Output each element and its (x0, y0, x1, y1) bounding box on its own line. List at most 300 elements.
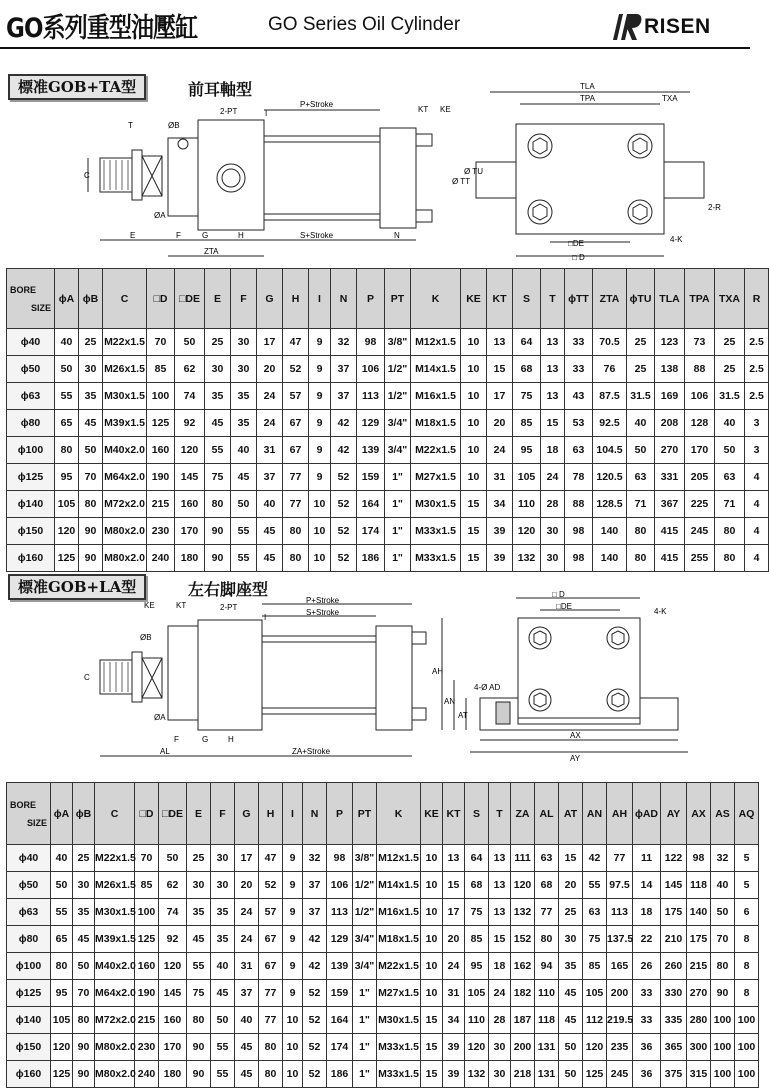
table-cell: 215 (147, 491, 175, 518)
bore-cell: ϕ125 (7, 464, 55, 491)
bore-cell: ϕ150 (7, 1034, 51, 1061)
table-cell: 31 (235, 953, 259, 980)
bore-cell: ϕ63 (7, 899, 51, 926)
table-cell: 152 (511, 926, 535, 953)
table-cell: 80 (711, 953, 735, 980)
table-cell: 100 (135, 899, 159, 926)
table-cell: 125 (135, 926, 159, 953)
table-cell: 77 (259, 1007, 283, 1034)
section2-spec-table (6, 782, 759, 1088)
table-cell: 17 (257, 329, 283, 356)
table-cell: 9 (309, 464, 331, 491)
table-cell: 10 (309, 545, 331, 572)
table-cell: 47 (283, 329, 309, 356)
label-phi-b: ØB (168, 121, 180, 130)
table-cell: 164 (357, 491, 385, 518)
label-tpa: TPA (580, 94, 595, 103)
table-row (7, 845, 759, 872)
label-g: G (202, 735, 209, 744)
column-header: □D (147, 269, 175, 329)
table-cell: 3/8" (385, 329, 411, 356)
table-cell: 92.5 (593, 410, 627, 437)
table-cell: 25 (79, 329, 103, 356)
table-cell: 52 (303, 980, 327, 1007)
table-cell: 215 (135, 1007, 159, 1034)
label-4k: 4-K (654, 607, 667, 616)
label-f: F (176, 231, 181, 240)
table-row (7, 1034, 759, 1061)
table-cell: 77 (283, 491, 309, 518)
label-phi-a: ØA (154, 211, 166, 220)
table-cell: 33 (633, 1007, 661, 1034)
table-cell: 20 (235, 872, 259, 899)
table-row (7, 464, 769, 491)
bore-cell: ϕ160 (7, 1061, 51, 1088)
table-cell: 160 (159, 1007, 187, 1034)
table-cell: 24 (235, 926, 259, 953)
table-cell: 30 (489, 1061, 511, 1088)
table-cell: 300 (687, 1034, 711, 1061)
table-cell: 10 (461, 410, 487, 437)
table-cell: 40 (51, 845, 73, 872)
table-cell: 15 (489, 926, 511, 953)
table-cell: 68 (535, 872, 559, 899)
label-ax: AX (570, 731, 581, 740)
column-header: ϕB (73, 783, 95, 845)
table-cell: 13 (541, 329, 565, 356)
table-cell: 97.5 (607, 872, 633, 899)
column-header: N (331, 269, 357, 329)
column-header: ϕA (55, 269, 79, 329)
table-cell: 50 (175, 329, 205, 356)
table-cell: 140 (593, 518, 627, 545)
table-cell: 95 (55, 464, 79, 491)
table-cell: 100 (735, 1034, 759, 1061)
table-cell: 13 (443, 845, 465, 872)
table-cell: 170 (159, 1034, 187, 1061)
table-cell: 4 (745, 518, 769, 545)
label-d: □ D (572, 253, 585, 262)
label-p-stroke: P+Stroke (306, 596, 340, 605)
column-header: TXA (715, 269, 745, 329)
table-cell: 65 (55, 410, 79, 437)
table-cell: 174 (357, 518, 385, 545)
table-cell: 90 (205, 518, 231, 545)
column-header: ϕA (51, 783, 73, 845)
table-cell: 98 (565, 545, 593, 572)
section1-spec-table (6, 268, 769, 572)
table-cell: M22x1.5 (377, 953, 421, 980)
table-cell: 335 (661, 1007, 687, 1034)
table-cell: 1" (353, 980, 377, 1007)
table-cell: 15 (461, 518, 487, 545)
column-header: TLA (655, 269, 685, 329)
table-cell: 53 (565, 410, 593, 437)
table-cell: 210 (661, 926, 687, 953)
table-cell: 85 (465, 926, 489, 953)
table-cell: 270 (655, 437, 685, 464)
table-cell: 113 (607, 899, 633, 926)
table-cell: 31 (487, 464, 513, 491)
table-cell: M12x1.5 (377, 845, 421, 872)
label-h: H (238, 231, 244, 240)
table-cell: 330 (661, 980, 687, 1007)
table-cell: 50 (559, 1034, 583, 1061)
table-cell: 2.5 (745, 329, 769, 356)
bore-cell: ϕ125 (7, 980, 51, 1007)
risen-logo-mark-icon (610, 10, 644, 42)
table-cell: 9 (309, 383, 331, 410)
table-cell: 74 (175, 383, 205, 410)
table-cell: 80 (283, 518, 309, 545)
table-cell: 11 (633, 845, 661, 872)
table-cell: 45 (235, 1061, 259, 1088)
table-cell: 10 (421, 926, 443, 953)
column-header: KT (443, 783, 465, 845)
column-header: □D (135, 783, 159, 845)
table-cell: 42 (303, 953, 327, 980)
table-cell: 5 (735, 845, 759, 872)
table-cell: M39x1.5 (103, 410, 147, 437)
table-cell: 33 (565, 356, 593, 383)
table-cell: 105 (465, 980, 489, 1007)
table-cell: 175 (661, 899, 687, 926)
table-cell: M16x1.5 (411, 383, 461, 410)
table-cell: 138 (655, 356, 685, 383)
label-e: E (130, 231, 136, 240)
table-cell: 33 (633, 980, 661, 1007)
label-tla: TLA (580, 82, 595, 91)
table-cell: 165 (607, 953, 633, 980)
table-cell: 35 (187, 899, 211, 926)
label-s-stroke: S+Stroke (300, 231, 334, 240)
table-cell: 95 (51, 980, 73, 1007)
table-cell: 62 (159, 872, 187, 899)
table-cell: 10 (421, 953, 443, 980)
table-cell: 160 (147, 437, 175, 464)
table-cell: 13 (489, 872, 511, 899)
column-header: AX (687, 783, 711, 845)
table-cell: 77 (283, 464, 309, 491)
table-cell: 106 (357, 356, 385, 383)
table-cell: 80 (627, 545, 655, 572)
table-cell: 182 (511, 980, 535, 1007)
table-cell: 70 (79, 464, 103, 491)
table-cell: 35 (231, 410, 257, 437)
label-f: F (174, 735, 179, 744)
table-cell: 42 (331, 410, 357, 437)
table-cell: 90 (205, 545, 231, 572)
table-cell: M30x1.5 (411, 491, 461, 518)
section1-label: 標准GOB+TA型 (8, 74, 146, 100)
label-4ad: 4-Ø AD (474, 683, 501, 692)
column-header: KE (421, 783, 443, 845)
table-cell: 55 (51, 899, 73, 926)
table-cell: 104.5 (593, 437, 627, 464)
table-cell: 90 (73, 1061, 95, 1088)
table-cell: 24 (489, 980, 511, 1007)
label-an: AN (444, 697, 456, 706)
table-cell: 205 (685, 464, 715, 491)
table-cell: 140 (593, 545, 627, 572)
label-kt: KT (418, 105, 429, 114)
table-cell: 100 (711, 1034, 735, 1061)
table-cell: 90 (187, 1061, 211, 1088)
label-ah: AH (432, 667, 444, 676)
table-cell: 64 (513, 329, 541, 356)
table-cell: 30 (73, 872, 95, 899)
section2-type: 左右脚座型 (188, 580, 269, 599)
table-cell: 9 (283, 953, 303, 980)
label-i: I (265, 109, 268, 118)
label-p-stroke: P+Stroke (300, 100, 334, 109)
table-cell: 52 (283, 356, 309, 383)
table-cell: 375 (661, 1061, 687, 1088)
table-cell: 63 (715, 464, 745, 491)
table-cell: 94 (535, 953, 559, 980)
table-cell: 219.5 (607, 1007, 633, 1034)
table-cell: 245 (685, 518, 715, 545)
table-cell: 34 (443, 1007, 465, 1034)
column-header: K (411, 269, 461, 329)
table-cell: 100 (711, 1007, 735, 1034)
bore-cell: ϕ80 (7, 410, 55, 437)
table-cell: 18 (541, 437, 565, 464)
table-cell: 57 (283, 383, 309, 410)
label-ke: KE (144, 601, 155, 610)
table-cell: 270 (687, 980, 711, 1007)
table-cell: 111 (511, 845, 535, 872)
table-cell: 9 (309, 329, 331, 356)
label-at: AT (458, 711, 468, 720)
table-cell: M64x2.0 (103, 464, 147, 491)
table-cell: M22x1.5 (95, 845, 135, 872)
table-cell: 113 (327, 899, 353, 926)
table-cell: M40x2.0 (103, 437, 147, 464)
table-cell: 180 (159, 1061, 187, 1088)
table-cell: 367 (655, 491, 685, 518)
label-g: G (202, 231, 209, 240)
table-cell: 10 (283, 1061, 303, 1088)
column-header: E (187, 783, 211, 845)
table-cell: 80 (51, 953, 73, 980)
table-cell: M16x1.5 (377, 899, 421, 926)
column-header: □DE (159, 783, 187, 845)
table-cell: 75 (513, 383, 541, 410)
table-cell: M72x2.0 (103, 491, 147, 518)
table-cell: M22x1.5 (103, 329, 147, 356)
table-cell: 113 (357, 383, 385, 410)
label-za-stroke: ZA+Stroke (292, 747, 331, 756)
table-row (7, 356, 769, 383)
table-cell: 4 (745, 545, 769, 572)
table-cell: 170 (685, 437, 715, 464)
table-cell: 315 (687, 1061, 711, 1088)
table-cell: 100 (711, 1061, 735, 1088)
table-cell: 10 (461, 356, 487, 383)
table-cell: 67 (283, 437, 309, 464)
table-cell: 45 (79, 410, 103, 437)
table-cell: 70 (147, 329, 175, 356)
table-cell: 40 (231, 437, 257, 464)
table-cell: 6 (735, 899, 759, 926)
table-cell: 1/2" (385, 356, 411, 383)
table-cell: 55 (231, 518, 257, 545)
table-cell: 215 (687, 953, 711, 980)
header-divider (0, 47, 750, 49)
table-cell: 80 (535, 926, 559, 953)
table-cell: 50 (559, 1061, 583, 1088)
table-cell: M26x1.5 (103, 356, 147, 383)
table-cell: 1" (385, 518, 411, 545)
table-cell: 24 (257, 410, 283, 437)
table-cell: 110 (535, 980, 559, 1007)
table-cell: 125 (583, 1061, 607, 1088)
table-cell: 30 (211, 872, 235, 899)
table-cell: 43 (565, 383, 593, 410)
label-de: □DE (556, 602, 572, 611)
table-cell: 39 (487, 545, 513, 572)
table-cell: 15 (461, 545, 487, 572)
table-cell: 36 (633, 1061, 661, 1088)
table-cell: 186 (357, 545, 385, 572)
table-cell: 159 (357, 464, 385, 491)
table-cell: 31.5 (715, 383, 745, 410)
table-cell: 32 (711, 845, 735, 872)
table-cell: 80 (259, 1061, 283, 1088)
table-cell: 415 (655, 518, 685, 545)
table-cell: M33x1.5 (377, 1034, 421, 1061)
table-cell: 77 (259, 980, 283, 1007)
label-ay: AY (570, 754, 581, 763)
table-cell: 137.5 (607, 926, 633, 953)
table-cell: 55 (231, 545, 257, 572)
table-cell: 255 (685, 545, 715, 572)
table-cell: 55 (211, 1061, 235, 1088)
table-cell: 37 (257, 464, 283, 491)
table-cell: 3/4" (353, 926, 377, 953)
table-row (7, 329, 769, 356)
table-cell: 10 (421, 899, 443, 926)
table-cell: 35 (211, 926, 235, 953)
column-header: R (745, 269, 769, 329)
table-cell: M14x1.5 (411, 356, 461, 383)
table-cell: 1" (385, 491, 411, 518)
table-cell: 240 (147, 545, 175, 572)
table-cell: 13 (489, 845, 511, 872)
table-cell: 365 (661, 1034, 687, 1061)
label-txa: TXA (662, 94, 678, 103)
table-cell: 139 (327, 953, 353, 980)
table-row (7, 410, 769, 437)
table-cell: 9 (283, 980, 303, 1007)
table-cell: M80x2.0 (103, 545, 147, 572)
table-cell: 22 (633, 926, 661, 953)
table-cell: 120 (51, 1034, 73, 1061)
table-cell: 120 (175, 437, 205, 464)
table-cell: 50 (55, 356, 79, 383)
table-cell: 125 (55, 545, 79, 572)
column-header: TPA (685, 269, 715, 329)
table-cell: 80 (259, 1034, 283, 1061)
table-cell: 331 (655, 464, 685, 491)
table-cell: 71 (627, 491, 655, 518)
table-cell: 160 (175, 491, 205, 518)
table-cell: 1/2" (385, 383, 411, 410)
table-cell: 125 (51, 1061, 73, 1088)
table-cell: 55 (583, 872, 607, 899)
bore-cell: ϕ160 (7, 545, 55, 572)
column-header: H (259, 783, 283, 845)
table-cell: M18x1.5 (411, 410, 461, 437)
label-c: C (84, 673, 90, 682)
table-cell: 175 (687, 926, 711, 953)
column-header: ZTA (593, 269, 627, 329)
section1-end-view-drawing (450, 80, 740, 266)
table-cell: 80 (627, 518, 655, 545)
table-row (7, 1007, 759, 1034)
table-cell: 190 (147, 464, 175, 491)
label-4k: 4-K (670, 235, 683, 244)
table-cell: 70 (73, 980, 95, 1007)
label-d: □ D (552, 590, 565, 599)
bore-cell: ϕ40 (7, 845, 51, 872)
table-cell: 85 (583, 953, 607, 980)
table-cell: 52 (259, 872, 283, 899)
table-cell: 31 (443, 980, 465, 1007)
table-row (7, 518, 769, 545)
label-n: N (394, 231, 400, 240)
table-cell: 40 (211, 953, 235, 980)
table-cell: 52 (331, 545, 357, 572)
table-cell: 10 (461, 329, 487, 356)
table-cell: 280 (687, 1007, 711, 1034)
table-cell: M30x1.5 (95, 899, 135, 926)
table-row (7, 980, 759, 1007)
table-cell: 132 (513, 545, 541, 572)
table-cell: 75 (583, 926, 607, 953)
table-cell: 67 (283, 410, 309, 437)
table-cell: 105 (513, 464, 541, 491)
table-cell: 63 (535, 845, 559, 872)
table-cell: 200 (511, 1034, 535, 1061)
table-cell: 140 (687, 899, 711, 926)
table-cell: 145 (175, 464, 205, 491)
table-cell: 30 (79, 356, 103, 383)
table-cell: 120 (159, 953, 187, 980)
label-phi-tt: Ø TT (452, 177, 471, 186)
table-cell: 20 (487, 410, 513, 437)
table-cell: 57 (259, 899, 283, 926)
table-cell: 15 (559, 845, 583, 872)
table-cell: 3 (745, 410, 769, 437)
table-cell: 120 (583, 1034, 607, 1061)
table-cell: 45 (231, 464, 257, 491)
table-cell: 67 (259, 953, 283, 980)
table-cell: 65 (51, 926, 73, 953)
column-header: □DE (175, 269, 205, 329)
table-cell: 15 (421, 1034, 443, 1061)
table-cell: 225 (685, 491, 715, 518)
table-cell: 52 (303, 1007, 327, 1034)
table-cell: 37 (303, 872, 327, 899)
bore-cell: ϕ63 (7, 383, 55, 410)
table-cell: 52 (331, 518, 357, 545)
table-cell: 15 (487, 356, 513, 383)
table-row (7, 545, 769, 572)
table-cell: M80x2.0 (95, 1061, 135, 1088)
table-cell: 74 (159, 899, 187, 926)
